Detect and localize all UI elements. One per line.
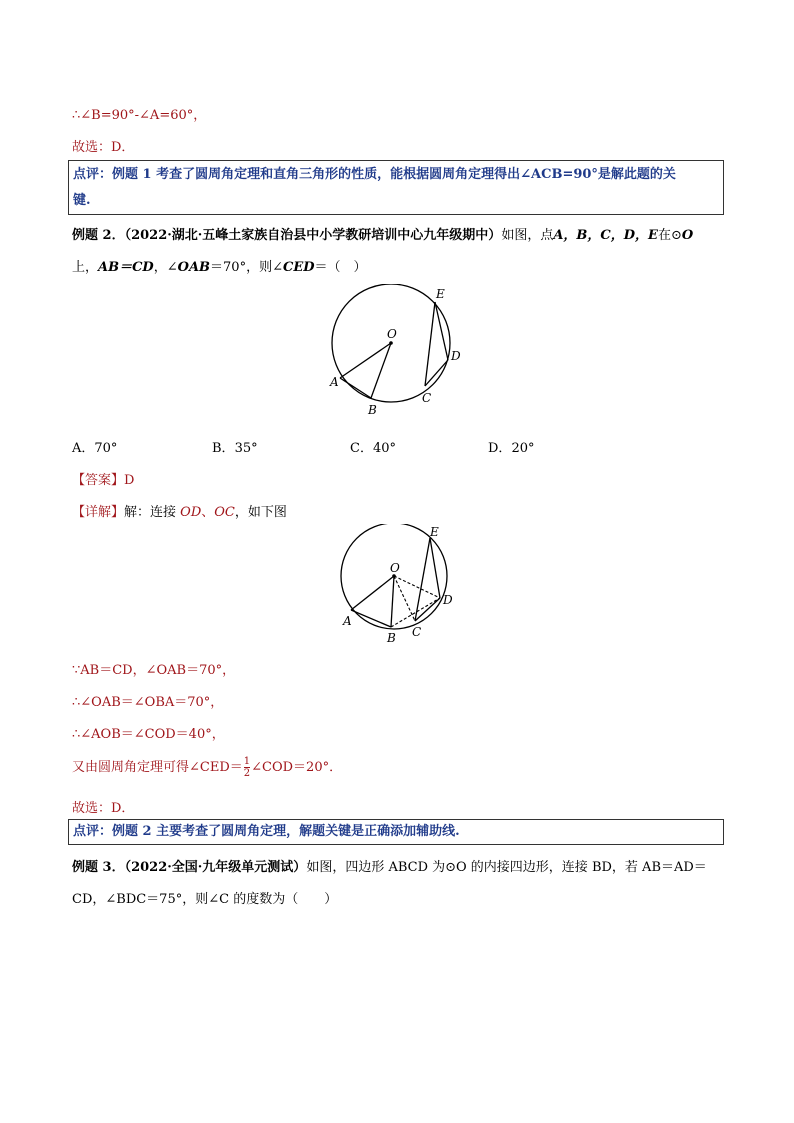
figure-2-circle-diagram [330, 524, 470, 650]
option-c [350, 437, 396, 456]
example-3-source: （2022·全国·九年级单元测试） [124, 860, 307, 875]
figure-1-circle-diagram [320, 284, 480, 420]
detail-od: OD [180, 505, 202, 520]
fig2-label-d: D [443, 593, 453, 607]
example-2-points: A，B，C，D，E [553, 228, 658, 243]
fig2-segment-ob [391, 576, 394, 627]
option-c-value: 40° [372, 441, 396, 456]
example-3-label: 例题 3． [72, 860, 125, 875]
step-4-post: ∠COD＝20°． [251, 760, 343, 775]
example-2-text-a: 上， [72, 260, 99, 275]
fig1-segment-oa [340, 343, 391, 378]
step-4 [72, 756, 342, 779]
fig1-segment-cd [425, 360, 448, 386]
fig2-label-c: C [412, 625, 422, 639]
step-4-pre: 又由圆周角定理可得∠CED＝ [72, 760, 243, 775]
option-a-value: 70° [94, 441, 118, 456]
example-2-ab-cd: AB＝CD [98, 260, 154, 275]
fig1-label-a: A [330, 375, 339, 389]
example-3-text-2: CD，∠BDC＝75°，则∠C 的度数为（ ） [72, 892, 338, 907]
fig2-label-a: A [343, 614, 352, 628]
example-2-source: （2022·湖北·五峰土家族自治县中小学教研培训中心九年级期中） [124, 228, 502, 243]
fig1-segment-ec [425, 302, 435, 386]
option-c-key: C． [350, 441, 373, 456]
detail-tail: ，如下图 [234, 505, 287, 520]
option-d-value: 20° [511, 441, 535, 456]
detail-oc: OC [214, 505, 235, 520]
step-2: ∴∠OAB＝∠OBA＝70°， [72, 695, 224, 710]
example-3-line-1 [72, 856, 707, 875]
comment-1-text-3: 键. [73, 193, 91, 208]
example-2-line-2 [72, 256, 367, 275]
detail-line [72, 501, 287, 520]
example-2-o: O [681, 228, 694, 243]
fig1-label-o: O [387, 327, 397, 341]
fig1-label-e: E [436, 287, 445, 301]
fig1-label-c: C [422, 391, 432, 405]
fig1-segment-ed [435, 302, 448, 360]
choose-answer-2: 故选：D． [72, 801, 135, 816]
comment-1-prefix: 点评： [73, 167, 113, 182]
example-2-q2: 在⊙ [657, 228, 682, 243]
step-3: ∴∠AOB＝∠COD＝40°， [72, 727, 225, 742]
example-2-line-1 [72, 224, 693, 243]
fig2-label-o: O [390, 561, 400, 575]
comment-box-2 [68, 819, 724, 845]
comment-2-text: 例题 2 主要考查了圆周角定理，解题关键是正确添加辅助线. [112, 824, 460, 839]
option-a-key: A． [72, 441, 95, 456]
step-4-fraction [244, 756, 250, 779]
comment-box-1 [68, 160, 724, 215]
option-a [72, 437, 117, 456]
example-2-q1: 如图，点 [501, 228, 554, 243]
fig1-label-d: D [451, 349, 461, 363]
answer-value: D [124, 473, 135, 488]
fig1-segment-ab [340, 378, 371, 398]
comment-1-text: 例题 1 考查了圆周角定理和直角三角形的性质，能根据圆周角定理得出 [112, 167, 521, 182]
fig1-label-b: B [368, 403, 377, 417]
detail-label: 【详解】 [72, 505, 125, 520]
fig2-label-b: B [387, 631, 396, 645]
example-3-text-1: 如图，四边形 ABCD 为⊙O 的内接四边形，连接 BD，若 AB＝AD＝ [306, 860, 707, 875]
fig2-segment-oa [351, 576, 394, 610]
step-4-denominator: 2 [243, 768, 251, 779]
step-4-numerator: 1 [243, 756, 251, 767]
step-1: ∵AB＝CD，∠OAB＝70°， [72, 663, 236, 678]
example-2-label: 例题 2． [72, 228, 125, 243]
choose-answer-1: 故选：D． [72, 140, 135, 155]
comment-1-line-1 [73, 162, 719, 188]
example-2-oab: OAB [177, 260, 211, 275]
answer-line [72, 469, 134, 488]
step-angle-b: ∴∠B=90°-∠A=60°， [72, 108, 207, 123]
example-2-text-b: ，∠ [153, 260, 178, 275]
option-b [212, 437, 258, 456]
option-d [488, 437, 534, 456]
fig2-label-e: E [430, 525, 439, 539]
example-2-ced: CED [282, 260, 315, 275]
option-b-value: 35° [234, 441, 258, 456]
detail-text: 解：连接 [124, 505, 181, 520]
fig2-segment-oc-dashed [394, 576, 415, 621]
example-2-text-c: ＝70°，则∠ [210, 260, 283, 275]
example-2-text-d: ＝（ ） [314, 260, 367, 275]
comment-2-prefix: 点评： [73, 824, 113, 839]
comment-1-text-2: 是解此题的关 [597, 167, 676, 182]
option-b-key: B． [212, 441, 235, 456]
detail-sep: 、 [201, 505, 215, 520]
comment-1-highlight: ∠ACB=90° [520, 167, 598, 182]
fig2-segment-od-dashed [394, 576, 440, 598]
answer-label: 【答案】 [72, 473, 125, 488]
fig1-segment-ob [371, 343, 391, 398]
option-d-key: D． [488, 441, 512, 456]
